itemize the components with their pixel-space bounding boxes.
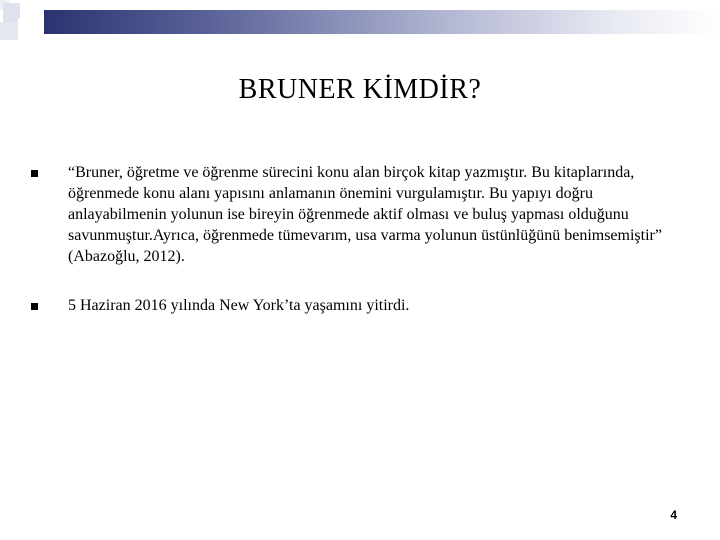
bullet-text: 5 Haziran 2016 yılında New York’ta yaşamını yitirdi. — [68, 297, 410, 314]
decorative-square-outline — [18, 18, 40, 40]
bullet-list — [30, 162, 690, 316]
bullet-item — [30, 162, 690, 267]
bullet-item — [30, 295, 690, 316]
slide-title: BRUNER KİMDİR? — [238, 74, 482, 105]
square-bullet-icon — [31, 303, 38, 310]
decorative-square — [0, 22, 18, 40]
header-gradient-bar — [44, 10, 720, 34]
bullet-text: “Bruner, öğretme ve öğrenme sürecini konu alan birçok kitap yazmıştır. Bu kitaplarında, öğrenmede konu alanı yapısını anlamanın önemini vurgulamıştır. Bu yapıyı doğru anlayabilmenin yolunun ise bireyin öğrenmede aktif olması ve buluş yapması olduğunu savunmuştur.Ayrıca, öğrenmede tümevarım, usa varma yolunun üstünlüğünü benimsemiştir” (Abazoğlu, 2012). — [68, 164, 662, 265]
decorative-square-outline — [20, 0, 40, 20]
square-bullet-icon — [31, 170, 38, 177]
page-number: 4 — [670, 508, 677, 522]
